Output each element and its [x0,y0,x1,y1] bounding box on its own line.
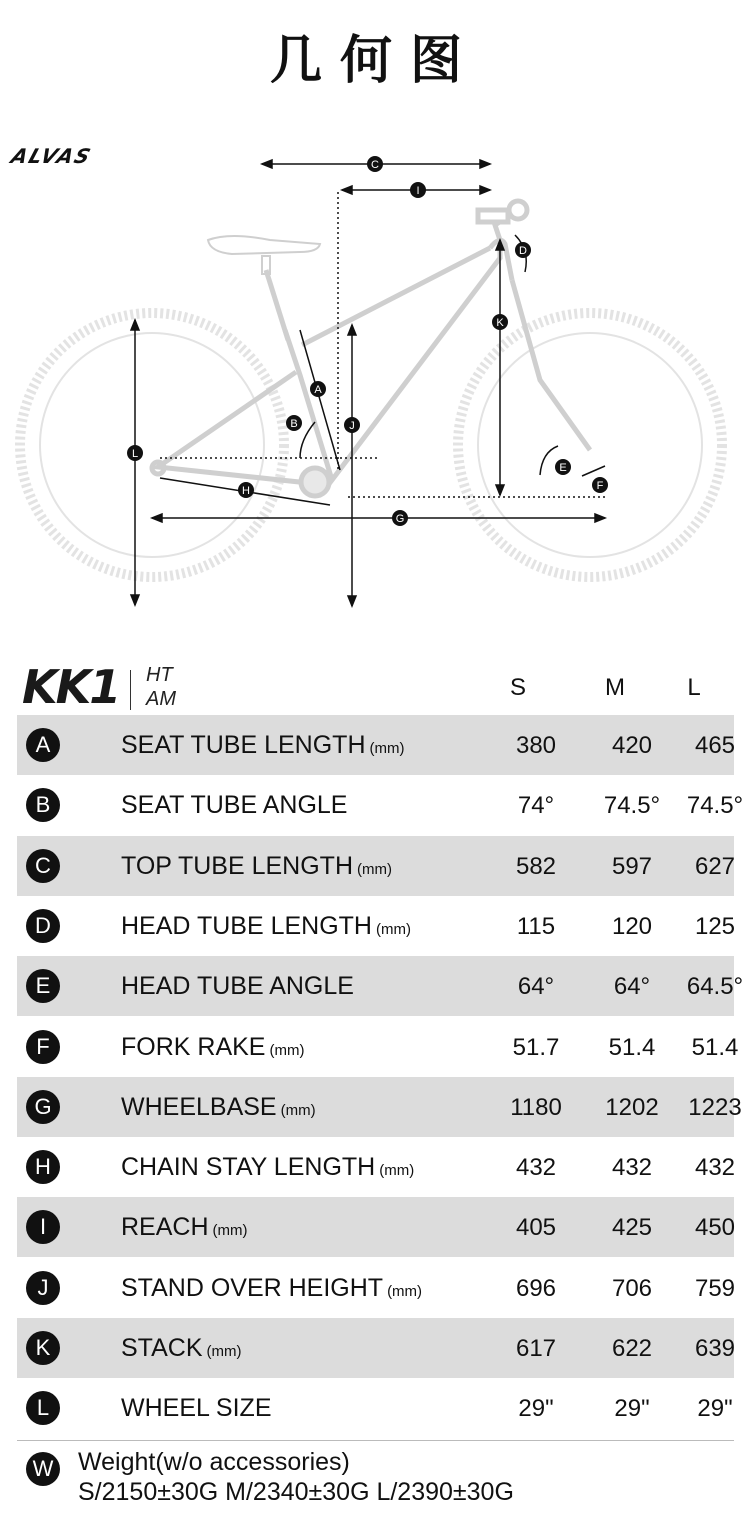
rear-wheel [20,313,284,577]
row-value-l: 465 [694,732,736,759]
row-value-l: 74.5° [686,792,744,820]
table-row [17,1318,734,1378]
marker-d [515,242,531,258]
marker-i-text: I [416,185,420,197]
row-label-text: HEAD TUBE ANGLE [121,972,354,1001]
row-label-text: WHEEL SIZE [121,1394,272,1423]
table-row [17,1017,739,1077]
marker-h [238,482,254,498]
row-value-m: 1202 [605,1093,659,1121]
marker-k [492,314,508,330]
row-label [121,791,347,820]
row-label-text: HEAD TUBE LENGTH [121,911,372,940]
row-unit: (mm) [269,1041,305,1059]
row-value-m: 51.4 [608,1033,656,1061]
row-value-m: 432 [611,1154,653,1182]
row-value-s: 380 [515,732,557,759]
row-label [121,852,392,881]
table-row [17,956,744,1016]
row-badge: A [26,728,60,762]
weight-title: Weight(w/o accessories) [78,1448,350,1476]
size-head-s: S [509,674,526,701]
row-label-text: FORK RAKE [121,1032,266,1061]
row-label-text: REACH [121,1213,209,1242]
row-label [121,912,411,941]
row-value-m: 420 [611,732,653,759]
marker-i [410,182,426,198]
marker-k-text: K [496,317,504,329]
model-name: KK1 [22,660,120,714]
weight-badge: W [26,1452,60,1486]
row-value-s: 432 [515,1154,557,1182]
marker-a [310,381,326,397]
row-unit: (mm) [280,1101,316,1119]
row-badge: D [26,909,60,943]
row-unit: (mm) [375,920,411,938]
row-value-s: 617 [515,1335,557,1362]
row-value-s: 582 [515,852,557,880]
row-unit: (mm) [206,1343,242,1360]
marker-l [127,445,143,461]
row-value-l: 51.4 [691,1033,739,1061]
page-title: 几何图 [269,31,480,91]
row-value-l: 639 [694,1335,736,1362]
row-value-l: 64.5° [686,973,744,1001]
row-label-text: STACK [121,1334,203,1362]
marker-e-text: E [559,462,567,474]
row-value-s: 29" [518,1395,554,1423]
row-value-l: 432 [694,1154,736,1182]
table-row [17,896,734,956]
row-value-l: 29" [697,1395,733,1423]
table-row [17,1077,742,1137]
row-badge: K [26,1331,60,1365]
row-value-m: 622 [611,1335,653,1362]
row-badge: C [26,849,60,883]
row-unit: (mm) [387,1282,423,1300]
row-badge: I [26,1210,60,1244]
row-label-text: TOP TUBE LENGTH [121,851,354,880]
marker-b-text: B [290,418,298,430]
weight-values: S/2150±30G M/2340±30G L/2390±30G [78,1478,514,1506]
row-label [121,1334,241,1363]
row-label [121,1093,316,1122]
row-label [121,1394,272,1423]
marker-j [344,417,360,433]
row-value-l: 627 [694,852,736,880]
size-head-m: M [605,674,625,701]
row-value-m: 74.5° [603,792,661,820]
row-label [121,731,405,760]
marker-j-text: J [349,420,355,432]
row-label [121,1033,304,1062]
row-value-s: 74° [517,792,555,820]
row-value-s: 696 [515,1274,557,1302]
row-value-l: 125 [694,912,736,940]
front-wheel [458,313,722,577]
row-value-l: 759 [694,1274,736,1302]
row-label [121,1274,422,1303]
table-row [17,1258,734,1318]
row-badge: G [26,1090,60,1124]
row-value-m: 120 [611,912,653,940]
saddle [208,236,320,274]
row-value-s: 1180 [510,1093,562,1121]
row-value-l: 1223 [688,1093,742,1121]
row-value-m: 425 [611,1214,653,1242]
row-label-text: STAND OVER HEIGHT [121,1273,384,1302]
marker-f [592,477,608,493]
row-unit: (mm) [379,1162,415,1180]
row-value-s: 115 [516,912,556,940]
table-row [17,1378,734,1438]
row-badge: B [26,788,60,822]
marker-l-text: L [131,448,139,460]
row-badge: L [26,1391,60,1425]
model-sub2: AM [146,688,176,710]
row-value-s: 405 [515,1214,557,1242]
row-label-text: CHAIN STAY LENGTH [121,1153,376,1182]
marker-g-text: G [395,513,405,525]
row-value-m: 64° [613,973,651,1001]
row-label-text: SEAT TUBE ANGLE [121,791,348,820]
row-value-m: 597 [611,852,653,880]
model-sub1: HT [146,664,173,686]
row-value-m: 29" [614,1395,650,1423]
row-unit: (mm) [369,740,405,757]
brand-logo: ALVAS [8,144,96,168]
row-badge: E [26,969,60,1003]
marker-a-text: A [314,384,322,396]
row-label [121,1213,248,1242]
row-value-m: 706 [611,1274,653,1302]
row-value-l: 450 [694,1214,736,1242]
row-label-text: SEAT TUBE LENGTH [121,731,366,759]
table-row [17,1137,734,1197]
row-unit: (mm) [212,1222,248,1240]
row-badge: H [26,1150,60,1184]
row-value-s: 64° [517,973,555,1001]
marker-d-text: D [519,245,527,257]
marker-c [367,156,383,172]
row-label-text: WHEELBASE [121,1092,277,1121]
table-row [17,836,734,896]
marker-g [392,510,408,526]
marker-c-text: C [371,159,379,171]
row-label [121,1153,414,1182]
row-badge: F [26,1030,60,1064]
geometry-diagram [0,140,750,620]
row-badge: J [26,1271,60,1305]
row-unit: (mm) [357,860,392,878]
table-row [17,715,734,775]
table-row [17,1197,734,1257]
table-row [17,775,744,835]
row-value-s: 51.7 [512,1033,560,1061]
marker-h-text: H [242,485,250,497]
model-divider [130,670,131,710]
size-head-l: L [687,674,701,701]
row-label [121,972,354,1001]
marker-b [286,415,302,431]
marker-f-text: F [596,480,604,492]
weight-divider [17,1440,734,1441]
marker-e [555,459,571,475]
